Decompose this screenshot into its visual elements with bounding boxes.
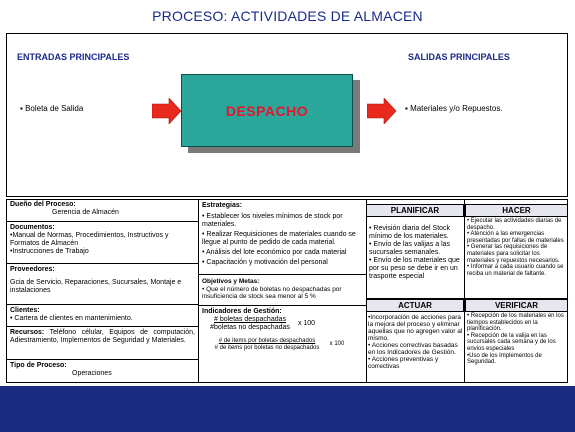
entradas-item: ▪ Boleta de Salida <box>20 104 84 113</box>
indicadores-cell <box>202 308 364 316</box>
page-title: PROCESO: ACTIVIDADES DE ALMACEN <box>152 8 423 24</box>
estrategia-item: • Capacitación y motivación del personal <box>202 259 328 266</box>
hacer-item: • Generar las requisiciones de materiales para solicitar los materiales y repuestos necesarios. <box>467 244 560 264</box>
ind2-numerator: # de items por boletas despachados <box>218 338 316 344</box>
input-arrow-icon <box>152 98 182 124</box>
tipo-cell <box>10 362 196 378</box>
ind1-multiplier: x 100 <box>297 320 316 327</box>
entradas-header: ENTRADAS PRINCIPALES <box>17 52 130 62</box>
divider <box>6 326 198 327</box>
divider <box>198 199 199 383</box>
proveedores-label: Proveedores: <box>10 266 55 273</box>
salidas-header: SALIDAS PRINCIPALES <box>408 52 510 62</box>
documentos-item: •Manual de Normas, Procedimientos, Instructivos y Formatos de Almacén <box>10 232 169 247</box>
verificar-header: VERIFICAR <box>465 299 568 312</box>
divider <box>6 359 198 360</box>
divider <box>366 199 367 383</box>
ind1-denominator: #boletas no despachadas <box>210 324 290 331</box>
estrategia-item: • Análisis del lote económico por cada material <box>202 249 347 256</box>
verificar-list <box>467 313 566 366</box>
planificar-header: PLANIFICAR <box>366 204 464 217</box>
divider <box>6 263 198 264</box>
divider <box>198 274 366 275</box>
tipo-value: Operaciones <box>72 370 112 377</box>
documentos-item: •Instrucciones de Trabajo <box>10 248 89 255</box>
divider <box>198 305 366 306</box>
actuar-header: ACTUAR <box>366 299 464 312</box>
objetivos-value: • Que el número de boletas no despachadas por insuficiencia de stock sea menor al 5 % <box>202 285 342 300</box>
planificar-item: • Envío de los materiales que por su peso se debe ir en un trasporte especial <box>369 257 460 280</box>
proveedores-cell <box>10 266 196 295</box>
documentos-label: Documentos: <box>10 224 55 231</box>
divider <box>6 221 198 222</box>
actuar-item: •Incorporación de acciones para la mejora del proceso y eliminar aquellas que no agregen valor al mismo. <box>368 314 463 342</box>
indicadores-label: Indicadores de Gestión: <box>202 308 282 315</box>
estrategia-item: • Establecer los niveles mínimos de stock por materiales. <box>202 213 343 228</box>
output-arrow-icon <box>367 98 397 124</box>
objetivos-label: Objetivos y Metas: <box>202 278 260 285</box>
ind2-denominator: # de items por boletas no despachados <box>214 345 320 351</box>
indicator-formula-2 <box>206 338 364 352</box>
recursos-cell <box>10 329 195 345</box>
recursos-label: Recursos: <box>10 329 45 336</box>
planificar-list <box>369 225 463 281</box>
clientes-label: Clientes: <box>10 307 40 314</box>
estrategia-item: • Realizar Requisiciones de materiales cuando se llegue al punto de pedido de cada material. <box>202 231 356 246</box>
estrategias-cell <box>202 202 362 267</box>
actuar-list <box>368 314 463 370</box>
center-label: DESPACHO <box>225 102 309 119</box>
tipo-label: Tipo de Proceso: <box>10 362 67 369</box>
divider <box>6 304 198 305</box>
verificar-item: • Recepción de los materiales en los tiempos establecidos en la planificación. <box>467 313 564 333</box>
dueno-label: Dueño del Proceso: <box>10 201 76 208</box>
dueno-cell <box>10 201 196 217</box>
ind2-multiplier: x 100 <box>329 341 345 347</box>
divider <box>464 199 465 383</box>
documentos-cell <box>10 224 196 256</box>
hacer-item: • Ejecutar las actividades diarias de despacho. <box>467 218 562 231</box>
proveedores-value: Gcia de Servicio, Reparaciones, Sucursales, Montaje e instalaciones <box>10 279 182 294</box>
indicator-formula-1 <box>204 316 364 332</box>
clientes-value: • Cartera de clientes en mantenimiento. <box>10 315 133 322</box>
hacer-item: • Informar a cada usuario cuando se reciba un material de faltante. <box>467 264 564 277</box>
recursos-value: Teléfono célular, Equipos de computación, Adiestramiento, Implementos de Seguridad y Materiales. <box>10 329 196 344</box>
footer-band <box>0 386 575 432</box>
clientes-cell <box>10 307 196 323</box>
planificar-item: • Revisión diaria del Stock mínimo de los materiales. <box>369 225 451 240</box>
actuar-item: • Acciones correctivas basadas en los Indicadores de Gestión. <box>368 342 458 356</box>
actuar-item: • Acciones preventivas y correctivas <box>368 356 439 370</box>
hacer-list <box>467 218 566 277</box>
salidas-item: ▪ Materiales y/o Repuestos. <box>405 104 503 113</box>
dueno-value: Gerencia de Almacén <box>52 209 119 216</box>
center-process-box <box>181 74 353 147</box>
ind1-numerator: # boletas despachadas <box>214 316 286 323</box>
estrategias-label: Estrategias: <box>202 202 243 209</box>
verificar-item: • Recepción de la valija en las sucursales cada semana y de los envios especiales <box>467 332 556 352</box>
objetivos-cell <box>202 278 362 301</box>
hacer-header: HACER <box>465 204 568 217</box>
hacer-item: • Atención a las emergencias presentadas por fallas de materiales <box>467 231 564 244</box>
verificar-item: •Uso de los Implementos de Seguridad. <box>467 352 542 366</box>
planificar-item: • Envío de las valijas a las sucursales semanales. <box>369 241 451 256</box>
